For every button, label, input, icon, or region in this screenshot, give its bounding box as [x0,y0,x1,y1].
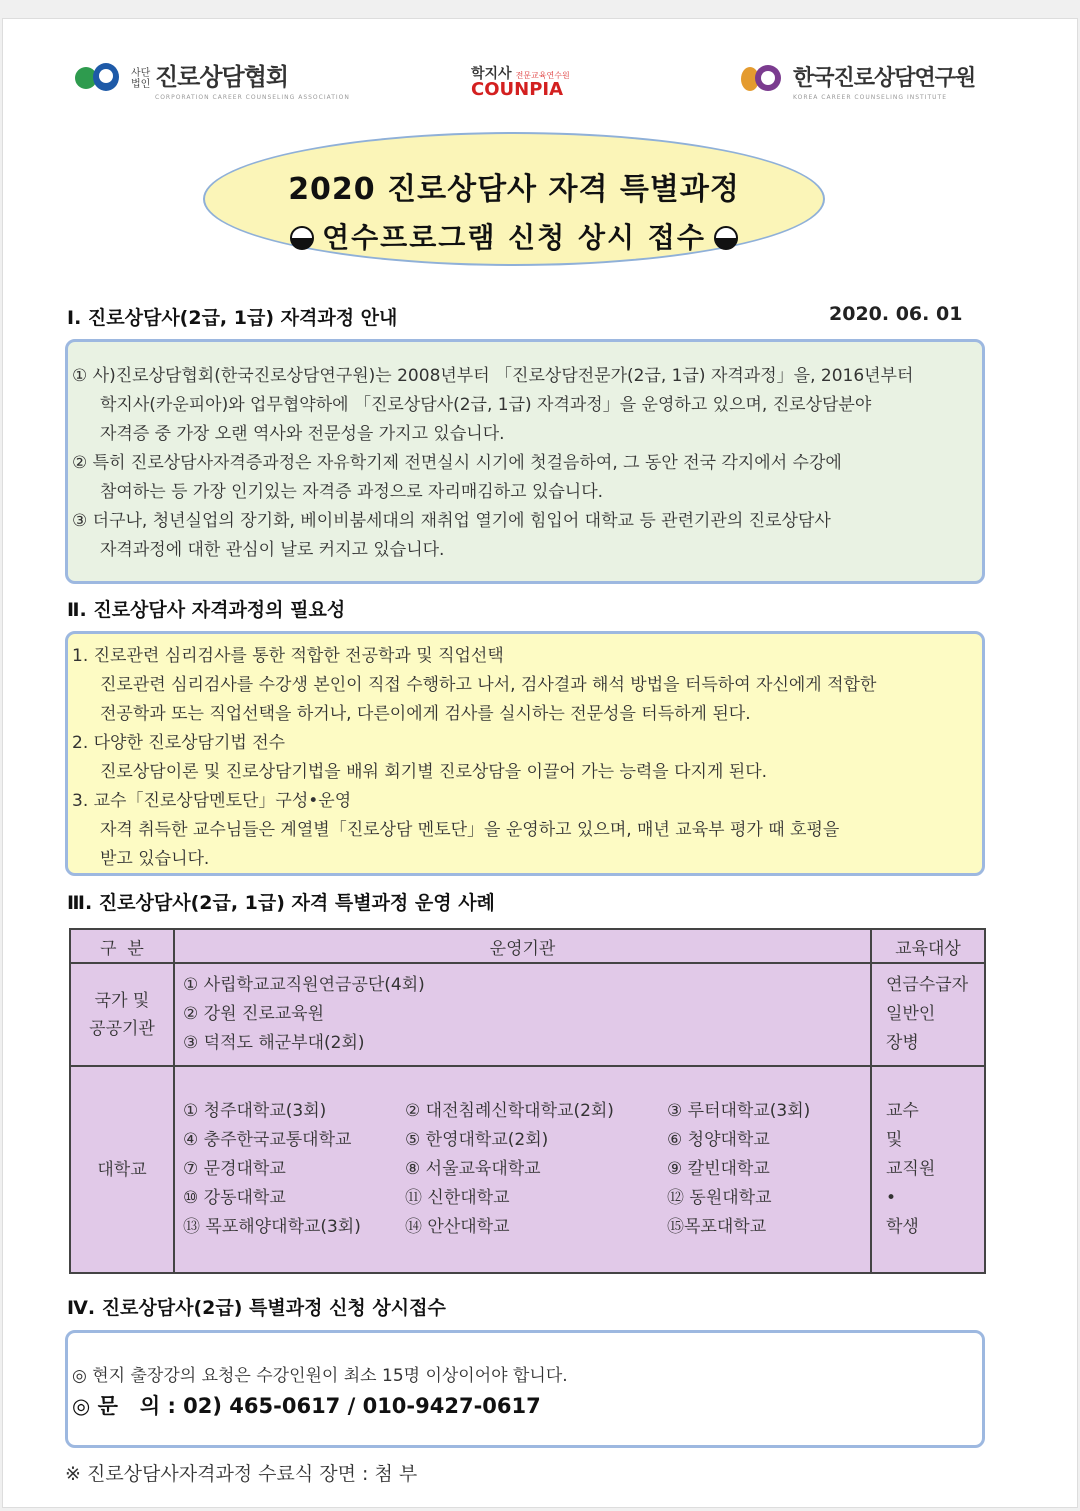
sub-title [205,216,823,256]
target-item: 학생 [886,1217,919,1237]
org-item: ③ 루터대학교(3회) [667,1101,811,1121]
section1-line: ③ 더구나, 청년실업의 장기화, 베이비붐세대의 재취업 열기에 힘입어 대학교 등 관련기관의 진로상담사 [72,511,831,531]
university-orgs [174,1066,871,1273]
org-item: ② 대전침례신학대학교(2회) [405,1101,614,1121]
association-logo [71,57,350,101]
category-text: 공공기관 [89,1018,155,1039]
section2-box [65,631,985,876]
corp-tag: 사단 법인 [131,68,151,90]
section1-line: 학지사(카운피아)와 업무협약하에 「진로상담사(2급, 1급) 자격과정」을 운영하고 있으며, 진로상담분야 [100,395,872,415]
section1-title: Ⅰ. 진로상담사(2급, 1급) 자격과정 안내 [67,307,398,329]
org-item: ⑨ 칼빈대학교 [667,1159,770,1179]
counpia-korean: 학지사 [471,66,512,82]
org-item: ⑭ 안산대학교 [405,1217,510,1237]
table-row [70,963,985,1066]
org-item: ⑫ 동원대학교 [667,1188,772,1208]
org-item: ⑪ 신한대학교 [405,1188,510,1208]
org-item: ⑤ 한영대학교(2회) [405,1130,549,1150]
org-item: ④ 충주한국교통대학교 [183,1130,352,1150]
section2-line: 3. 교수「진로상담멘토단」구성•운영 [72,791,352,811]
section2-line: 받고 있습니다. [100,849,210,869]
public-category [70,963,174,1066]
university-category: 대학교 [70,1066,174,1273]
org-item: ⑦ 문경대학교 [183,1159,286,1179]
section2-line: 전공학과 또는 직업선택을 하거나, 다른이에게 검사를 실시하는 전문성을 터득하게 된다. [100,704,751,724]
section1-box [65,339,985,584]
half-circle-icon [290,226,314,250]
institute-name: 한국진로상담연구원 [793,66,976,91]
association-emblem-icon [71,57,131,101]
org-item: ② 강원 진로교육원 [183,1004,325,1024]
logo-bar [3,57,1077,127]
section2-line: 2. 다양한 진로상담기법 전수 [72,733,286,753]
section1-line: ② 특히 진로상담사자격증과정은 자유학기제 전면실시 시기에 첫걸음하여, 그 동안 전국 각지에서 수강에 [72,453,842,473]
onsite-note: ◎ 현지 출장강의 요청은 수강인원이 최소 15명 이상이어야 합니다. [72,1366,568,1386]
counpia-small: 전문교육연수원 [515,71,570,80]
section1-line: 자격증 중 가장 오랜 역사와 전문성을 가지고 있습니다. [100,424,505,444]
counpia-name: COUNPIA [471,79,564,100]
target-item: 교수 [886,1101,919,1121]
org-item: ⑧ 서울교육대학교 [405,1159,541,1179]
org-item: ① 사립학교교직원연금공단(4회) [183,975,425,995]
counpia-logo [471,63,570,100]
target-item: 및 [886,1130,903,1150]
university-grid [183,1097,870,1242]
target-item: 교직원 [886,1159,936,1179]
section2-title: Ⅱ. 진로상담사 자격과정의 필요성 [67,599,346,621]
org-item: ⑮목포대학교 [667,1217,767,1237]
section1-line: ① 사)진로상담협회(한국진로상담연구원)는 2008년부터 「진로상담전문가(2급, 1급) 자격과정」을, 2016년부터 [72,366,914,386]
section2-line: 1. 진로관련 심리검사를 통한 적합한 전공학과 및 직업선택 [72,646,504,666]
public-targets [871,963,985,1066]
org-item: ⑩ 강동대학교 [183,1188,286,1208]
section2-line: 자격 취득한 교수님들은 계열별「진로상담 멘토단」을 운영하고 있으며, 매년 교육부 평가 때 호평을 [100,820,840,840]
category-text: 국가 및 [94,990,150,1011]
institute-subtitle: KOREA CAREER COUNSELING INSTITUTE [793,94,947,101]
main-title: 2020 진로상담사 자격 특별과정 [288,172,740,207]
section2-line: 진로상담이론 및 진로상담기법을 배워 회기별 진로상담을 이끌어 가는 능력을 다지게 된다. [100,762,768,782]
table-header-row [70,929,985,963]
org-item: ⑬ 목포해양대학교(3회) [183,1217,361,1237]
section3-title: Ⅲ. 진로상담사(2급, 1급) 자격 특별과정 운영 사례 [67,892,495,914]
header-category: 구 분 [70,929,174,963]
institute-emblem-icon [741,61,785,101]
operations-table [69,928,986,1274]
header-orgs: 운영기관 [174,929,871,963]
association-subtitle: CORPORATION CAREER COUNSELING ASSOCIATION [155,94,350,101]
org-item: ③ 덕적도 해군부대(2회) [183,1033,365,1053]
target-item: 연금수급자 [886,975,969,995]
section2-line: 진로관련 심리검사를 수강생 본인이 직접 수행하고 나서, 검사결과 해석 방법을 터득하여 자신에게 적합한 [100,675,877,695]
contact-info: ◎ 문 의 : 02) 465-0617 / 010-9427-0617 [72,1394,541,1418]
table-row [70,1066,985,1273]
section1-line: 자격과정에 대한 관심이 날로 커지고 있습니다. [100,540,445,560]
association-name: 진로상담협회 [155,63,289,91]
public-orgs [174,963,871,1066]
section4-box [65,1330,985,1448]
document-date: 2020. 06. 01 [829,303,963,325]
org-item: ⑥ 청양대학교 [667,1130,770,1150]
section4-title: Ⅳ. 진로상담사(2급) 특별과정 신청 상시접수 [67,1297,446,1319]
half-circle-icon [714,226,738,250]
title-ellipse [203,132,825,266]
org-item: ① 청주대학교(3회) [183,1101,327,1121]
institute-logo [741,61,975,101]
header-target: 교육대상 [871,929,985,963]
document-page [2,18,1078,1508]
footnote: ※ 진로상담사자격과정 수료식 장면 : 첨 부 [65,1463,418,1485]
target-item: 일반인 [886,1004,936,1024]
section1-line: 참여하는 등 가장 인기있는 자격증 과정으로 자리매김하고 있습니다. [100,482,604,502]
university-targets [871,1066,985,1273]
sub-title-text: 연수프로그램 신청 상시 접수 [322,221,706,254]
target-item: 장병 [886,1033,919,1053]
target-item: • [886,1188,897,1208]
